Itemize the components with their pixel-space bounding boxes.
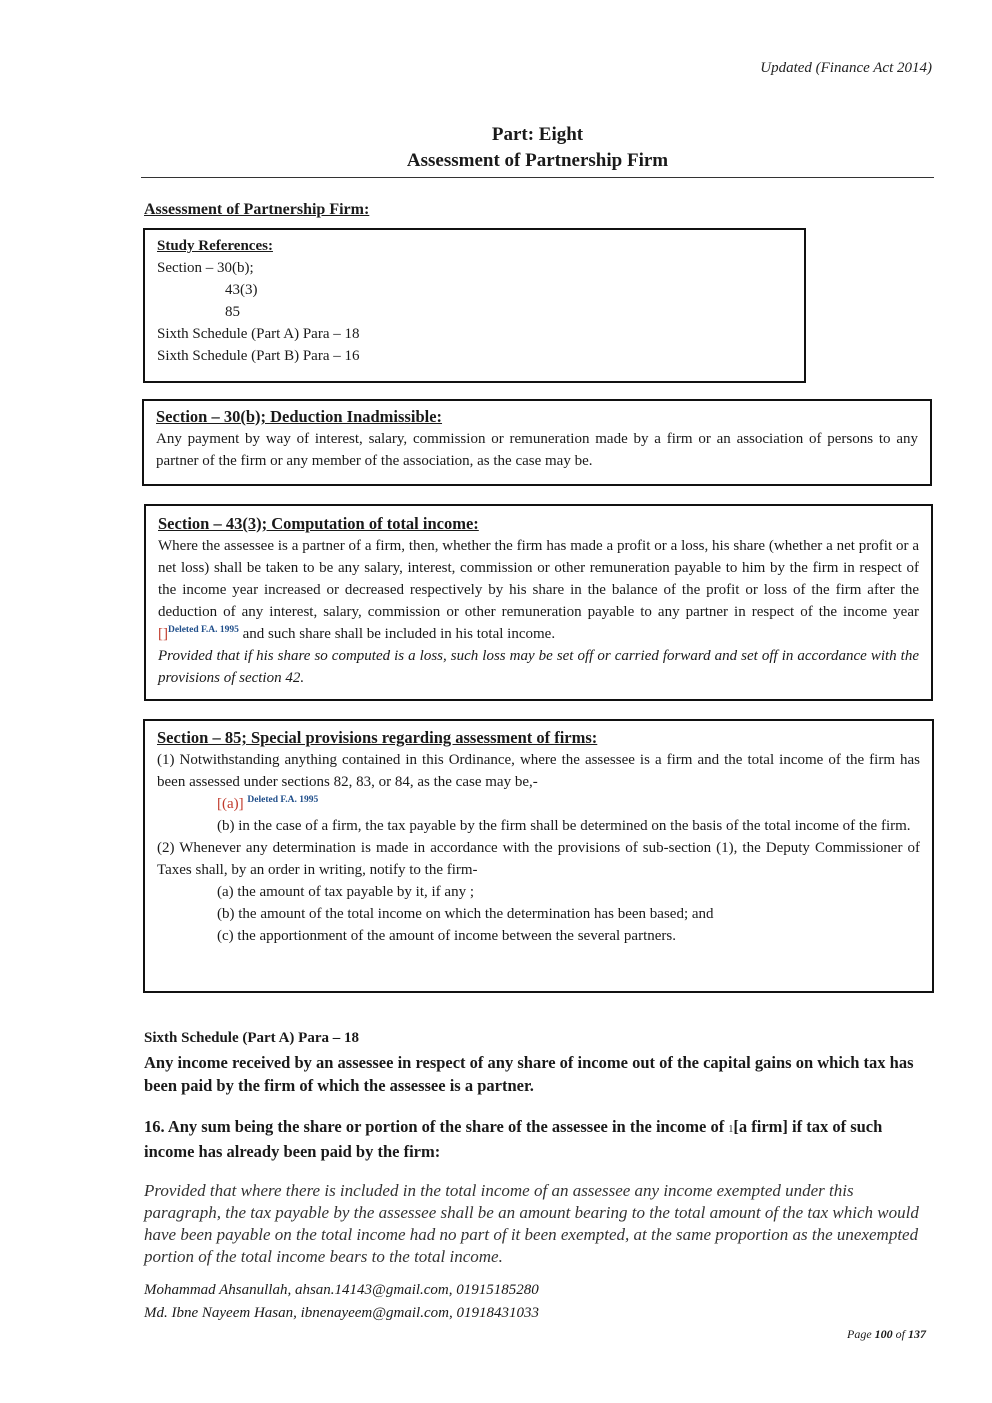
- section-43-3-proviso: Provided that if his share so computed is a loss, such loss may be set off or carried forward and set off in accordance with the provisions of section 42.: [158, 648, 919, 686]
- para-16: [144, 1116, 934, 1163]
- section-85-box: [143, 719, 934, 993]
- page-number: [847, 1327, 926, 1342]
- section-85-item-a: [157, 793, 920, 815]
- section-43-3-title: Section – 43(3); Computation of total income:: [158, 514, 479, 533]
- section-30b-box: [142, 399, 932, 486]
- section-85-sub-c: (c) the apportionment of the amount of income between the several partners.: [217, 928, 676, 944]
- section-85-title: Section – 85; Special provisions regarding assessment of firms:: [157, 728, 598, 747]
- page-label: Page: [847, 1327, 872, 1341]
- para-16-text: Any sum being the share or portion of the share of the assessee in the income of: [167, 1117, 725, 1136]
- study-reference-line: 85: [225, 304, 240, 320]
- update-note: Updated (Finance Act 2014): [760, 60, 932, 76]
- item-a-deleted-note: Deleted F.A. 1995: [247, 795, 319, 805]
- study-reference-line: Section – 30(b);: [157, 260, 254, 276]
- part-subtitle: Assessment of Partnership Firm: [406, 150, 669, 171]
- item-a-label: [(a)]: [217, 796, 244, 812]
- section-43-3-text: Where the assessee is a partner of a firm, then, whether the firm has made a profit or a loss, his share (whether a net profit or a net loss) shall be taken to be any salary, interest, commission or other remuneration payable to him by the firm in respect of the income year increased or decreased respectively by his share in the balance of the profit or loss of the firm after the deduction of any interest, salary, commission or other remuneration payable to any partner in respect of the income year: [158, 538, 919, 620]
- title-divider: [141, 177, 934, 178]
- part-title: Part: Eight: [491, 124, 584, 145]
- section-43-3-box: [144, 504, 933, 701]
- assessment-heading: Assessment of Partnership Firm:: [144, 201, 370, 218]
- sixth-schedule-a-heading: Sixth Schedule (Part A) Para – 18: [144, 1030, 359, 1046]
- page-of: of: [895, 1327, 905, 1341]
- study-reference-line: Sixth Schedule (Part B) Para – 16: [157, 348, 360, 364]
- para-16-text-end: [a firm] if tax of such income has already been paid by the firm:: [144, 1117, 883, 1161]
- study-references-title: Study References:: [157, 238, 273, 254]
- author-line: Mohammad Ahsanullah, ahsan.14143@gmail.com, 01915185280: [144, 1282, 539, 1298]
- section-30b-title: Section – 30(b); Deduction Inadmissible:: [156, 407, 443, 426]
- section-30b-body: Any payment by way of interest, salary, commission or remuneration made by a firm or an association of persons to any partner of the firm or any member of the association, as the case may be.: [156, 431, 918, 469]
- para-16-footnote-mark: 1: [728, 1124, 734, 1135]
- deleted-bracket: []: [158, 626, 168, 642]
- page-current: 100: [874, 1327, 893, 1341]
- section-85-para-2: (2) Whenever any determination is made in accordance with the provisions of sub-section (1), the Deputy Commissioner of Taxes shall, by an order in writing, notify to the firm-: [157, 840, 920, 878]
- sixth-schedule-a-body: Any income received by an assessee in respect of any share of income out of the capital gains on which tax has been paid by the firm of which the assessee is a partner.: [144, 1053, 914, 1095]
- study-references-box: [143, 228, 806, 383]
- study-reference-line: 43(3): [225, 282, 258, 298]
- section-85-item-b: (b) in the case of a firm, the tax payable by the firm shall be determined on the basis of the total income of the firm.: [217, 818, 911, 834]
- section-43-3-text-end: and such share shall be included in his total income.: [242, 626, 556, 642]
- section-85-sub-b: (b) the amount of the total income on which the determination has been based; and: [217, 906, 714, 922]
- author-line: Md. Ibne Nayeem Hasan, ibnenayeem@gmail.com, 01918431033: [144, 1305, 539, 1321]
- page-total: 137: [908, 1327, 926, 1341]
- study-reference-line: Sixth Schedule (Part A) Para – 18: [157, 326, 360, 342]
- section-85-sub-a: (a) the amount of tax payable by it, if any ;: [217, 884, 474, 900]
- section-85-para-1: (1) Notwithstanding anything contained in this Ordinance, where the assessee is a firm and the total income of the firm has been assessed under sections 82, 83, or 84, as the case may be,-: [157, 752, 920, 790]
- deleted-note: Deleted F.A. 1995: [168, 625, 239, 635]
- para-16-proviso: Provided that where there is included in the total income of an assessee any income exempted under this paragraph, the tax payable by the assessee shall be an amount bearing to the total amount of the tax which would have been payable on the total income had no part of it been exempted, at the same proportion as the unexempted portion of the total income bears to the total income.: [144, 1181, 919, 1266]
- section-43-3-body: [158, 535, 919, 645]
- para-16-number: 16.: [144, 1117, 165, 1136]
